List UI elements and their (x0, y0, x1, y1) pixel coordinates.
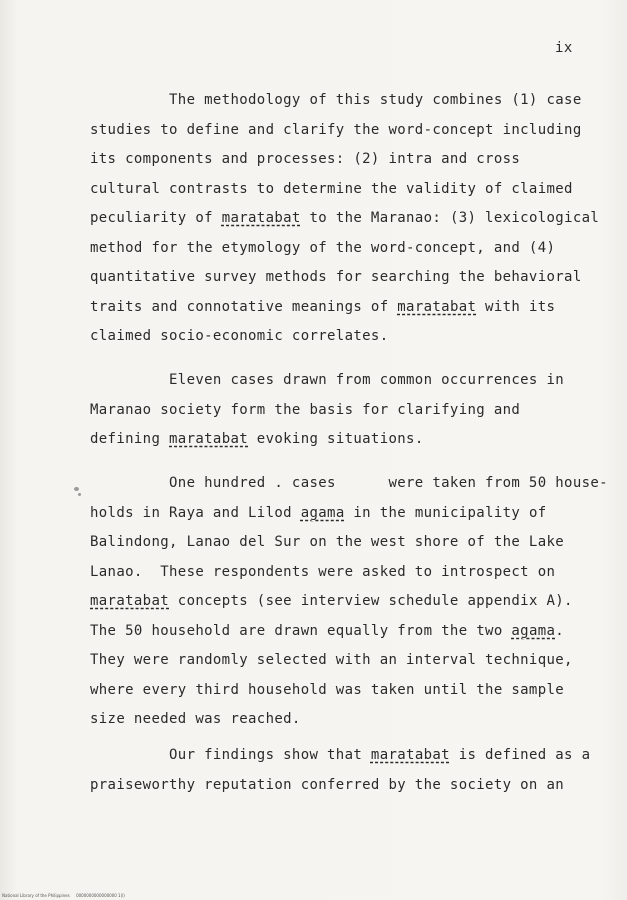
underlined-term: maratabat (90, 593, 170, 609)
text-line (90, 268, 582, 286)
text-run: One hundred . cases were taken from 50 house- (90, 475, 608, 491)
text-run: praiseworthy reputation conferred by the society on an (90, 776, 565, 793)
text-run: defining (90, 431, 170, 447)
text-run: to the Maranao: (3) lexicological (300, 210, 600, 226)
text-run: Balindong, Lanao del Sur on the west shore of the Lake (90, 534, 565, 550)
text-run: . (555, 622, 565, 639)
text-run: Lanao. These respondents were asked to introspect on (90, 563, 556, 580)
text-line (90, 298, 555, 316)
text-line (90, 710, 301, 728)
text-line (90, 776, 564, 794)
underlined-term: agama (300, 504, 345, 521)
text-run: in the municipality of (344, 504, 547, 521)
text-run: Our findings show that (90, 747, 371, 763)
text-run: is defined as a (449, 747, 591, 763)
text-run: Eleven cases drawn from common occurrences in (90, 372, 565, 388)
text-line (90, 746, 590, 764)
text-line (90, 371, 564, 389)
text-run: Maranao society form the basis for clarifying and (90, 401, 521, 418)
text-run: peculiarity of (90, 210, 222, 226)
page-number: ix (555, 40, 573, 56)
text-run: The 50 household are drawn equally from the two (90, 622, 512, 639)
text-run: holds in Raya and Lilod (90, 504, 301, 521)
underlined-term: maratabat (370, 747, 450, 763)
text-line (90, 327, 388, 345)
text-line (90, 592, 573, 610)
text-run: its components and processes: (2) intra and cross (90, 151, 521, 167)
text-line (90, 430, 424, 448)
underlined-term: maratabat (397, 298, 477, 315)
text-line (90, 91, 582, 109)
text-line (90, 239, 555, 257)
text-line (90, 651, 573, 669)
text-run: where every third household was taken until the sample (90, 681, 565, 698)
text-run: They were randomly selected with an interval technique, (90, 652, 573, 668)
scan-speck (78, 493, 81, 496)
text-run: The methodology of this study combines (1) case (90, 92, 582, 108)
text-line (90, 622, 564, 640)
text-line (90, 504, 547, 522)
text-run: with its (476, 298, 556, 315)
underlined-term: agama (511, 622, 556, 639)
text-line (90, 681, 564, 699)
text-run: concepts (see interview schedule appendix A). (169, 593, 573, 609)
text-run: size needed was reached. (90, 711, 301, 727)
text-line (90, 563, 555, 581)
scan-speck (74, 487, 79, 491)
scan-footer: National Library of the Philippines 0000000000000000 1(l) (2, 893, 125, 898)
text-run: evoking situations. (248, 431, 424, 447)
text-run: quantitative survey methods for searching the behavioral (90, 269, 582, 285)
text-run: claimed socio-economic correlates. (90, 328, 389, 344)
text-run: cultural contrasts to determine the validity of claimed (90, 180, 573, 197)
text-line (90, 401, 520, 419)
text-line (90, 474, 608, 492)
text-line (90, 121, 582, 139)
text-line (90, 150, 520, 168)
underlined-term: maratabat (169, 431, 249, 447)
text-line (90, 180, 573, 198)
text-run: method for the etymology of the word-concept, and (4) (90, 239, 556, 256)
underlined-term: maratabat (221, 210, 301, 226)
text-line (90, 533, 564, 551)
text-run: studies to define and clarify the word-concept including (90, 121, 582, 138)
text-line (90, 209, 599, 227)
text-run: traits and connotative meanings of (90, 298, 398, 315)
